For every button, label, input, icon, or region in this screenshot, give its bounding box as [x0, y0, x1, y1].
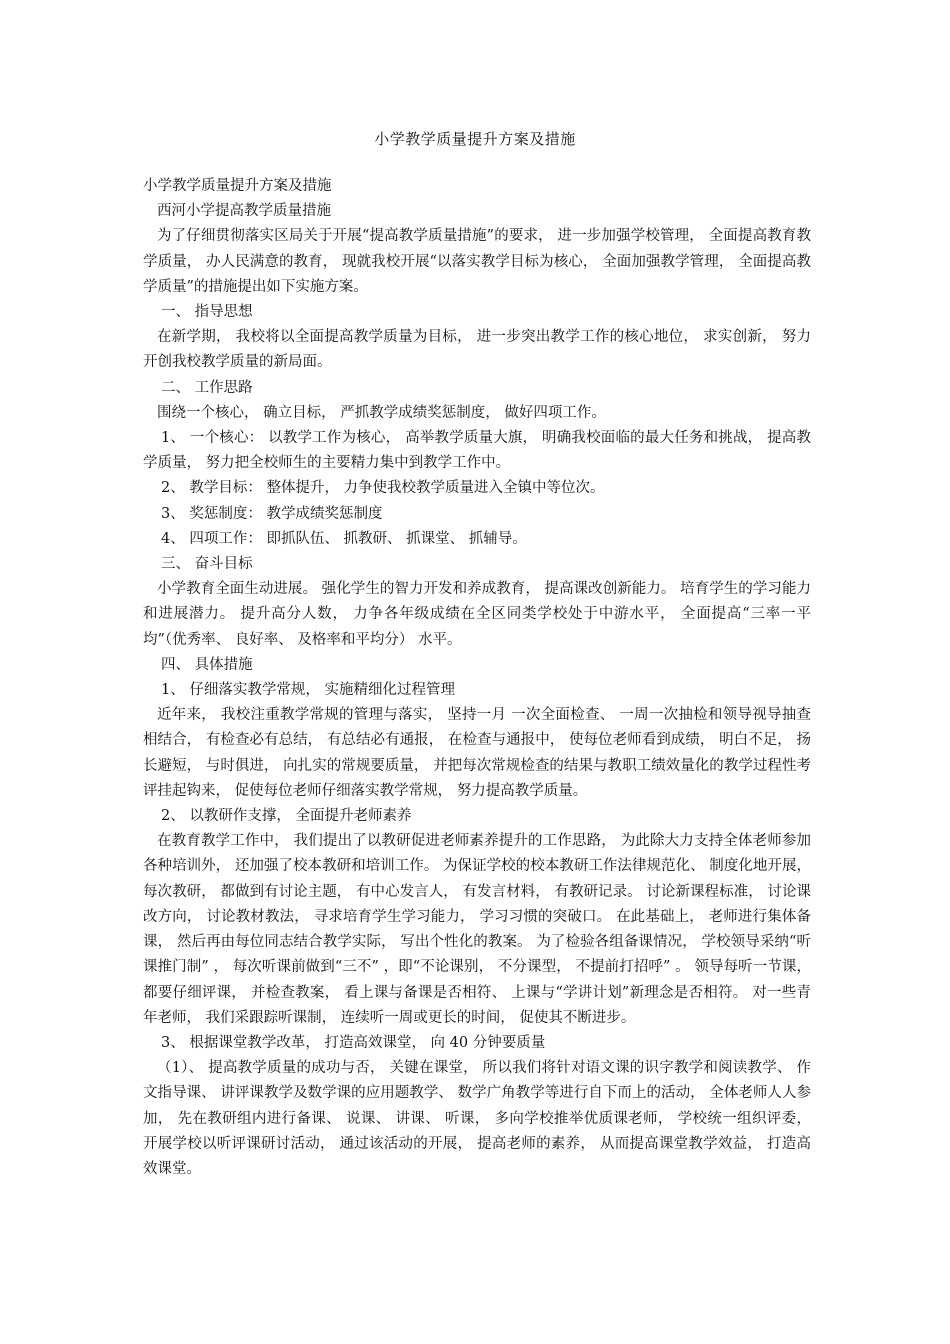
paragraph: 在教育教学工作中， 我们提出了以教研促进老师素养提升的工作思路， 为此除大力支持全体老师参加各种培训外， 还加强了校本教研和培训工作。 为保证学校的校本教研工作法律规范化、 制度化地开展， 每次教研， 都做到有讨论主题， 有中心发言人， 有发言材料， 有教研记录。 讨论新课程标准， 讨论课改方向， 讨论教材教法， 寻求培育学生学习能力， 学习习惯的突破口。 在此基础上， 老师进行集体备课， 然后再由每位同志结合教学实际， 写出个性化的教案。 为了检验各组备课情况， 学校领导采纳“听课推门制” ， 每次听课前做到“三不” ，即“不论课别， 不分课型， 不提前打招呼” 。 领导每听一节课， 都要仔细评课， 并检查教案， 看上课与备课是否相符、 上课与“学讲计划”新理念是否相符。 对一些青年老师， 我们采跟踪听课制， 连续听一周或更长的时间， 促使其不断进步。	[143, 833, 811, 1026]
paragraph-subheading: 西河小学提高教学质量措施	[157, 203, 331, 220]
paragraph-intro: 为了仔细贯彻落实区局关于开展“提高教学质量措施”的要求， 进一步加强学校管理， 全面提高教育教学质量， 办人民满意的教育， 现就我校开展“以落实教学目标为核心， 全面加强教学管理， 全面提高教学质量”的措施提出如下实施方案。	[143, 228, 811, 295]
subsection-heading: 2、 以教研作支撑， 全面提升老师素养	[161, 808, 412, 825]
section-heading-1: 一、 指导思想	[161, 304, 253, 321]
paragraph: 在新学期， 我校将以全面提高教学质量为目标， 进一步突出教学工作的核心地位， 求实创新， 努力开创我校教学质量的新局面。	[143, 329, 811, 371]
subsection-heading: 1、 仔细落实教学常规， 实施精细化过程管理	[161, 682, 455, 699]
paragraph-heading: 小学教学质量提升方案及措施	[143, 178, 332, 194]
document-body	[143, 174, 811, 1182]
subsection-heading: 3、 根据课堂教学改革， 打造高效课堂， 向 40 分钟要质量	[161, 1034, 546, 1051]
section-heading-4: 四、 具体措施	[161, 656, 253, 673]
list-item: 4、 四项工作： 即抓队伍、 抓教研、 抓课堂、 抓辅导。	[161, 530, 527, 547]
paragraph: （1）、 提高教学质量的成功与否， 关键在课堂， 所以我们将针对语文课的识字教学和阅读教学、 作文指导课、 讲评课教学及数学课的应用题教学、 数学广角教学等进行自下而上的活动， 全体老师人人参加， 先在教研组内进行备课、 说课、 讲课、 听课， 多向学校推举优质课老师， 学校统一组织评委， 开展学校以听评课研讨活动， 通过该活动的开展， 提高老师的素养， 从而提高课堂教学效益， 打造高效课堂。	[143, 1060, 811, 1177]
document-title: 小学教学质量提升方案及措施	[374, 130, 576, 148]
list-item: 1、 一个核心： 以教学工作为核心， 高举教学质量大旗， 明确我校面临的最大任务和挑战， 提高教学质量， 努力把全校师生的主要精力集中到教学工作中。	[143, 430, 811, 472]
paragraph: 近年来， 我校注重教学常规的管理与落实， 坚持一月 一次全面检查、 一周一次抽检和领导视导抽查相结合， 有检查必有总结， 有总结必有通报， 在检查与通报中， 使每位老师看到成绩， 明白不足， 扬长避短， 与时俱进， 向扎实的常规要质量， 并把每次常规检查的结果与教职工绩效量化的教学过程性考评挂起钩来， 促使每位老师仔细落实教学常规， 努力提高教学质量。	[143, 707, 811, 799]
paragraph: 围绕一个核心， 确立目标， 严抓教学成绩奖惩制度， 做好四项工作。	[157, 404, 606, 421]
section-heading-2: 二、 工作思路	[161, 379, 253, 396]
list-item: 2、 教学目标： 整体提升， 力争使我校教学质量进入全镇中等位次。	[161, 480, 605, 497]
paragraph: 小学教育全面生动进展。 强化学生的智力开发和养成教育， 提高课改创新能力。 培育学生的学习能力和进展潜力。 提升高分人数， 力争各年级成绩在全区同类学校处于中游水平， 全面提高“三率一平均”（优秀率、 良好率、 及格率和平均分） 水平。	[143, 581, 811, 648]
list-item: 3、 奖惩制度： 教学成绩奖惩制度	[161, 505, 383, 522]
section-heading-3: 三、 奋斗目标	[161, 556, 253, 573]
